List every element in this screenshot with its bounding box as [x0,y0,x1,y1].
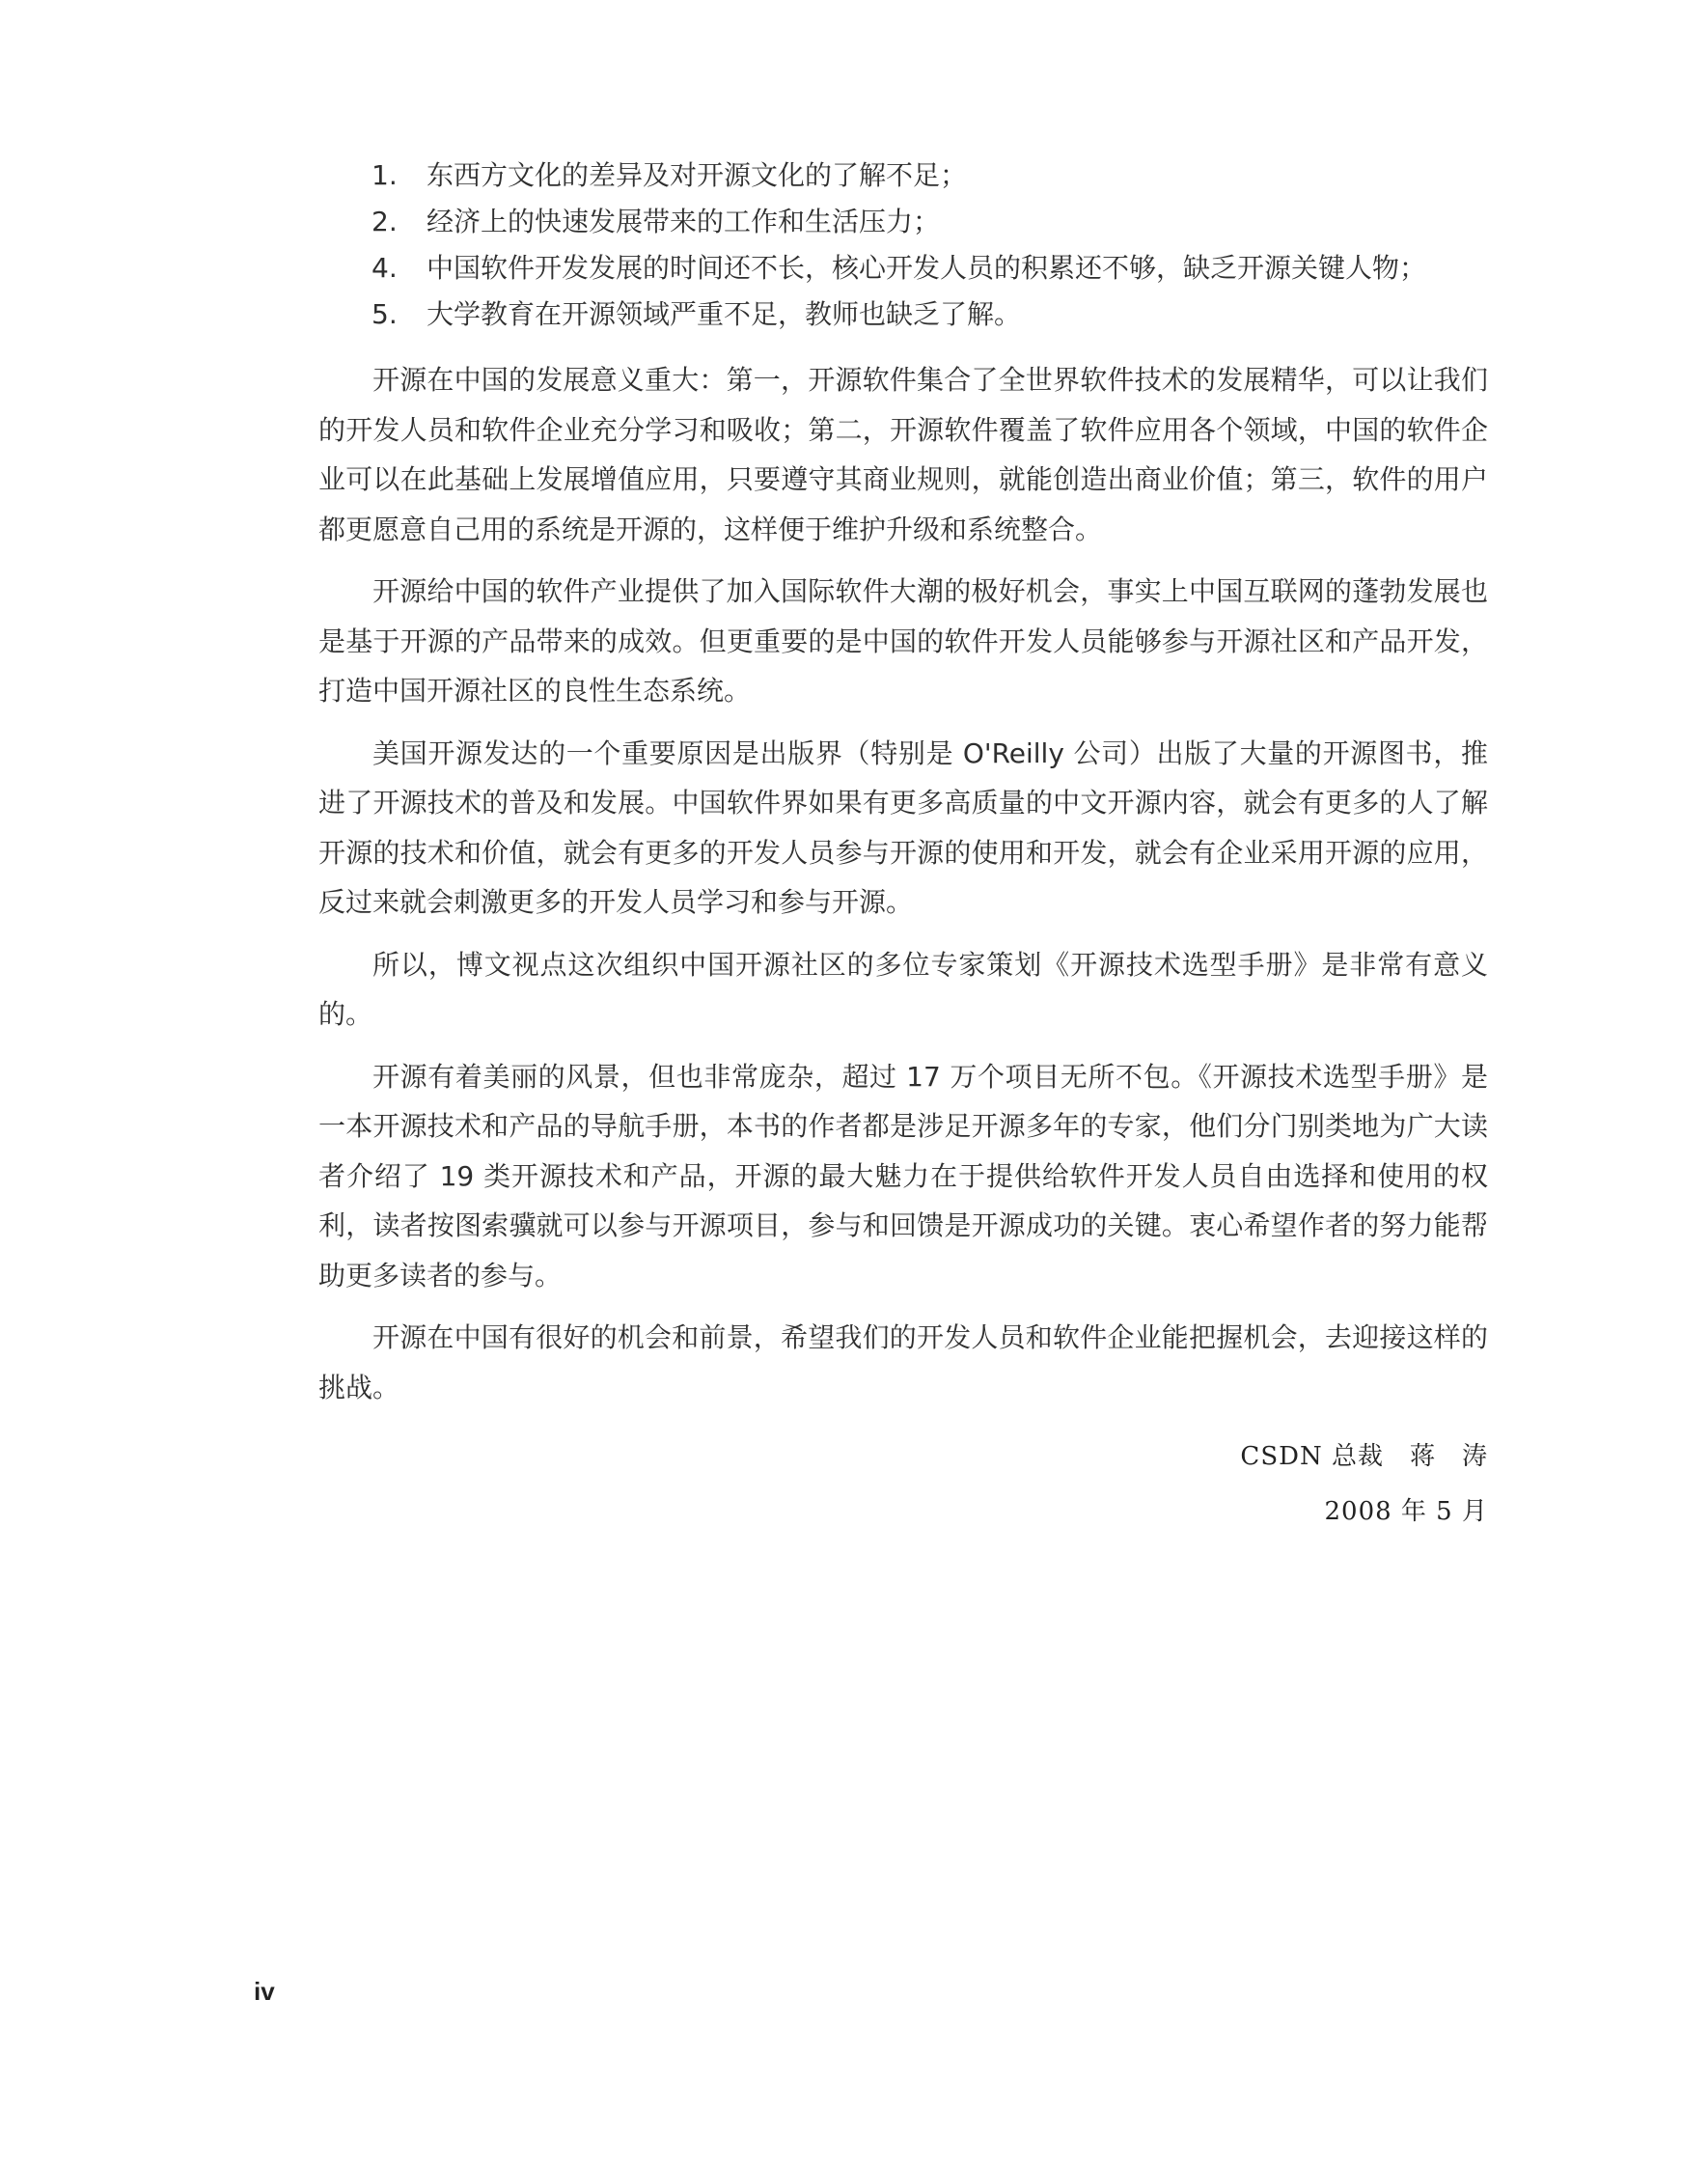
list-number: 5. [372,298,398,330]
reasons-list [318,153,1488,338]
list-number: 2. [372,206,398,237]
paragraph: 开源有着美丽的风景，但也非常庞杂，超过 17 万个项目无所不包。《开源技术选型手册》是一本开源技术和产品的导航手册，本书的作者都是涉足开源多年的专家，他们分门别类地为广大读者介绍了 19 类开源技术和产品，开源的最大魅力在于提供给软件开发人员自由选择和使用的权利，读者按图索骥就可以参与开源项目，参与和回馈是开源成功的关键。衷心希望作者的努力能帮助更多读者的参与。 [318,1060,1488,1291]
paragraph: 开源在中国有很好的机会和前景，希望我们的开发人员和软件企业能把握机会，去迎接这样的挑战。 [318,1321,1488,1403]
list-text: 经济上的快速发展带来的工作和生活压力； [427,206,941,237]
page-number: iv [254,1977,275,2006]
signature-date: 2008 年 5 月 [1324,1497,1488,1526]
paragraph: 开源给中国的软件产业提供了加入国际软件大潮的极好机会，事实上中国互联网的蓬勃发展也是基于开源的产品带来的成效。但更重要的是中国的软件开发人员能够参与开源社区和产品开发，打造中国开源社区的良性生态系统。 [318,575,1488,707]
paragraph: 所以，博文视点这次组织中国开源社区的多位专家策划《开源技术选型手册》是非常有意义的。 [318,948,1488,1030]
list-item [318,292,1488,338]
list-text: 东西方文化的差异及对开源文化的了解不足； [427,159,968,191]
paragraph: 美国开源发达的一个重要原因是出版界（特别是 O'Reilly 公司）出版了大量的开源图书，推进了开源技术的普及和发展。中国软件界如果有更多高质量的中文开源内容，就会有更多的人了解开源的技术和价值，就会有更多的开发人员参与开源的使用和开发，就会有企业采用开源的应用，反过来就会刺激更多的开发人员学习和参与开源。 [318,736,1488,918]
list-number: 4. [372,252,398,284]
list-item [318,245,1488,292]
list-item [318,199,1488,245]
list-text: 中国软件开发发展的时间还不长，核心开发人员的积累还不够，缺乏开源关键人物； [427,252,1427,284]
list-number: 1. [372,159,398,191]
list-item [318,153,1488,199]
page-body [318,153,1488,1425]
list-text: 大学教育在开源领域严重不足，教师也缺乏了解。 [427,298,1022,330]
signature-author: CSDN 总裁 蒋 涛 [1240,1442,1488,1471]
paragraph: 开源在中国的发展意义重大：第一，开源软件集合了全世界软件技术的发展精华，可以让我们的开发人员和软件企业充分学习和吸收；第二，开源软件覆盖了软件应用各个领域，中国的软件企业可以在此基础上发展增值应用，只要遵守其商业规则，就能创造出商业价值；第三，软件的用户都更愿意自己用的系统是开源的，这样便于维护升级和系统整合。 [318,364,1488,545]
